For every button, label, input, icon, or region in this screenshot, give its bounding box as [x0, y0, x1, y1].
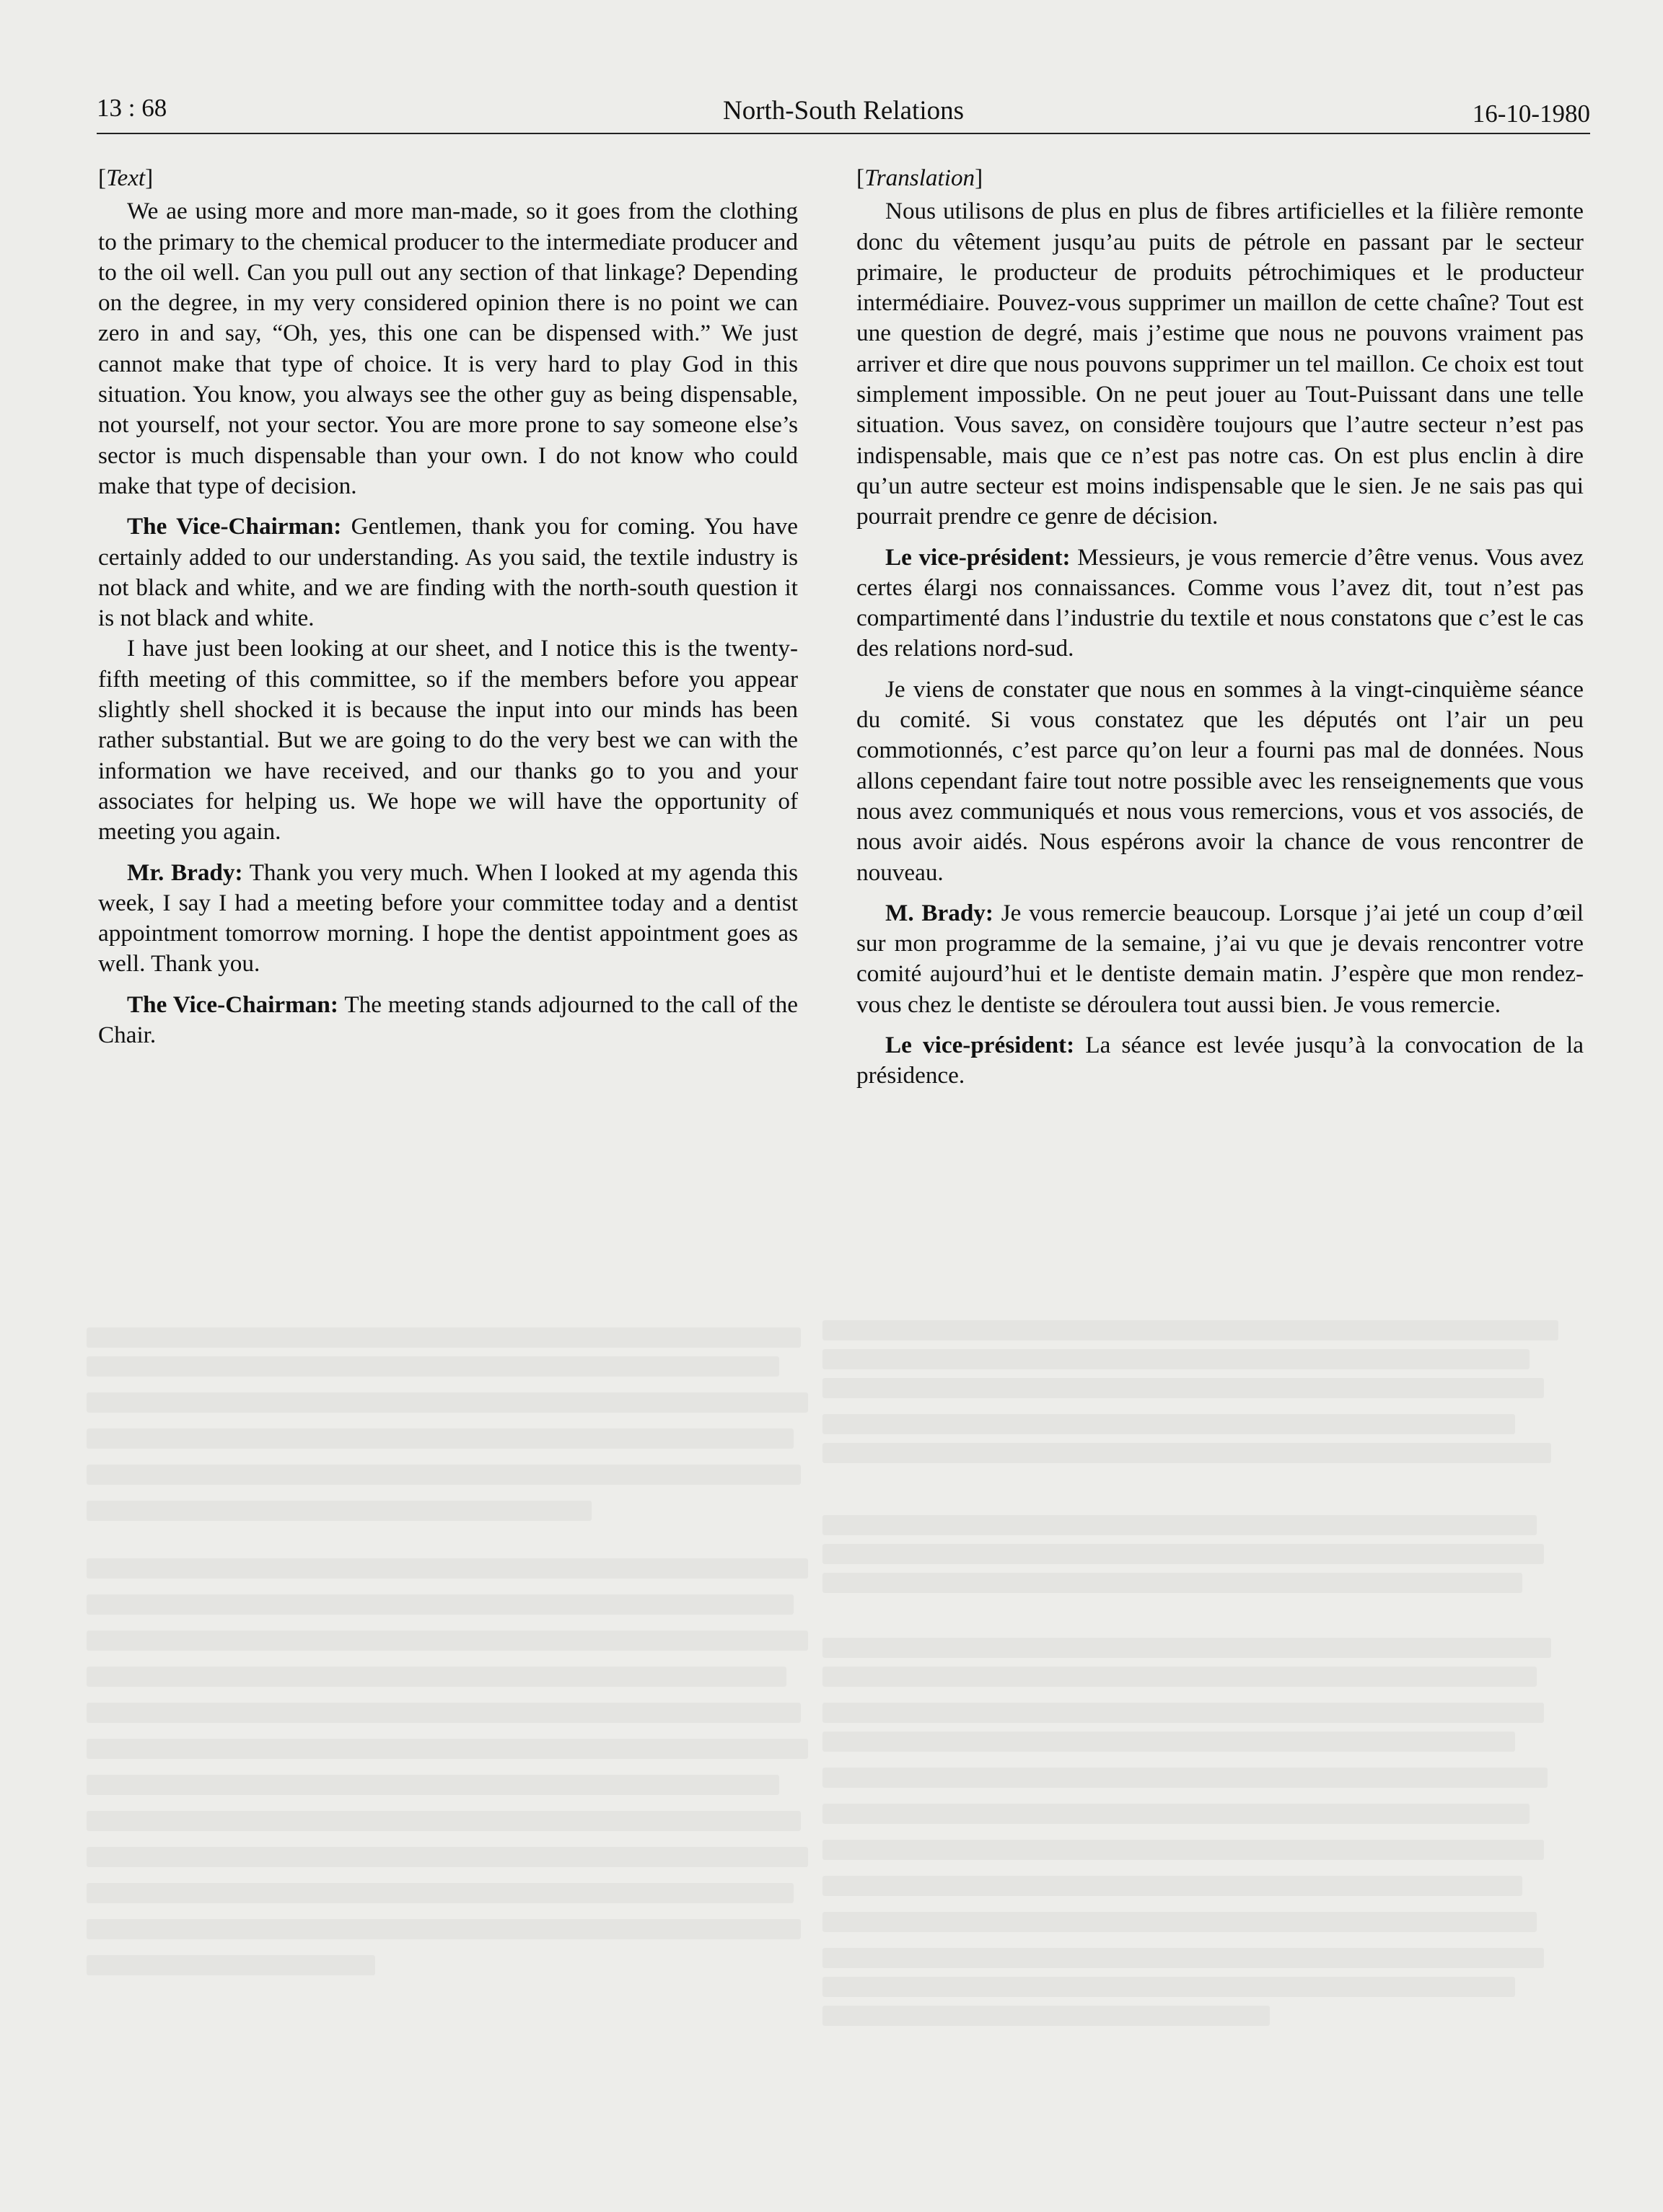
english-column — [98, 163, 798, 1050]
language-tag: [Translation] — [856, 164, 983, 191]
paragraph: We ae using more and more man-made, so it goes from the clothing to the primary to the chemical producer to the intermediate producer and to the oil well. Can you pull out any section of that linkage? Depending on the degree, in my very considered opinion there is no point we can zero in and say, “Oh, yes, this one can be dispensed with.” We just cannot make that type of choice. It is very hard to play God in this situation. You know, you always see the other guy as being dispensable, not yourself, not your sector. You are more prone to say someone else’s sector is much dispensable than your own. I do not know who could make that type of decision. — [98, 198, 798, 499]
speaker-name: Le vice-président: — [885, 1032, 1075, 1059]
page-number: 13 : 68 — [97, 94, 167, 122]
paragraph: Le vice-président: La séance est levée jusqu’à la convocation de la présidence. — [856, 1032, 1584, 1089]
page-header — [97, 92, 1590, 134]
paragraph: The Vice-Chairman: Gentlemen, thank you for coming. You have certainly added to our understanding. As you said, the textile industry is not black and white, and we are finding with the north-south question it is not black and white. — [98, 513, 798, 632]
running-title: North-South Relations — [722, 96, 964, 126]
paragraph: Je viens de constater que nous en sommes à la vingt-cinquième séance du comité. Si vous constatez que les députés ont l’air un peu commotionnés, c’est parce qu’on leur a fourni pas mal de données. Nous allons cependant faire tout notre possible avec les renseignements que vous nous avez communiqués et nous vous remercions, vous et vos associés, de nous avoir aidés. Nous espérons avoir la chance de vous rencontrer de nouveau. — [856, 675, 1584, 886]
paragraph: M. Brady: Je vous remercie beaucoup. Lorsque j’ai jeté un coup d’œil sur mon programme de la semaine, j’ai vu que je devais rencontrer votre comité aujourd’hui et le dentiste demain matin. J’espère que mon rendez-vous chez le dentiste se déroulera tout aussi bien. Je vous remercie. — [856, 899, 1584, 1018]
paragraph: Mr. Brady: Thank you very much. When I looked at my agenda this week, I say I had a meeting before your committee today and a dentist appointment tomorrow morning. I hope the dentist appointment goes as well. Thank you. — [98, 859, 798, 978]
paragraph: The Vice-Chairman: The meeting stands adjourned to the call of the Chair. — [98, 991, 798, 1049]
speaker-name: The Vice-Chairman: — [127, 513, 342, 540]
paragraph: Nous utilisons de plus en plus de fibres artificielles et la filière remonte donc du vêtement jusqu’au puits de pétrole en passant par le secteur primaire, le producteur de produits pétrochimiques et le producteur intermédiaire. Pouvez-vous supprimer un maillon de cette chaîne? Tout est une question de degré, mais j’estime que nous ne pouvons vraiment pas arriver et dire que nous pouvons supprimer un tel maillon. Ce choix est tout simplement impossible. On ne peut jouer au Tout-Puissant dans une telle situation. Vous savez, on considère toujours que l’autre secteur n’est pas indispensable, mais que ce n’est pas notre cas. On est plus enclin à dire qu’un autre secteur est moins indispensable que le sien. Je ne sais pas qui pourrait prendre ce genre de décision. — [856, 198, 1584, 530]
speaker-name: The Vice-Chairman: — [127, 991, 338, 1018]
paragraph: I have just been looking at our sheet, and I notice this is the twenty-fifth meeting of this committee, so if the members before you appear slightly shell shocked it is because the input into our minds has been rather substantial. But we are going to do the very best we can with the information we have received, and our thanks go to you and your associates for helping us. We hope we will have the opportunity of meeting you again. — [98, 635, 798, 846]
speaker-name: M. Brady: — [885, 899, 993, 926]
header-date: 16-10-1980 — [1472, 100, 1590, 128]
speaker-name: Mr. Brady: — [127, 859, 243, 886]
french-column — [856, 163, 1584, 1092]
speaker-name: Le vice-président: — [885, 543, 1071, 571]
paragraph: Le vice-président: Messieurs, je vous remercie d’être venus. Vous avez certes élargi nos connaissances. Comme vous l’avez dit, tout n’est pas compartimenté dans l’industrie du textile et nous constatons que c’est le cas des relations nord-sud. — [856, 543, 1584, 662]
language-tag: [Text] — [98, 164, 154, 191]
